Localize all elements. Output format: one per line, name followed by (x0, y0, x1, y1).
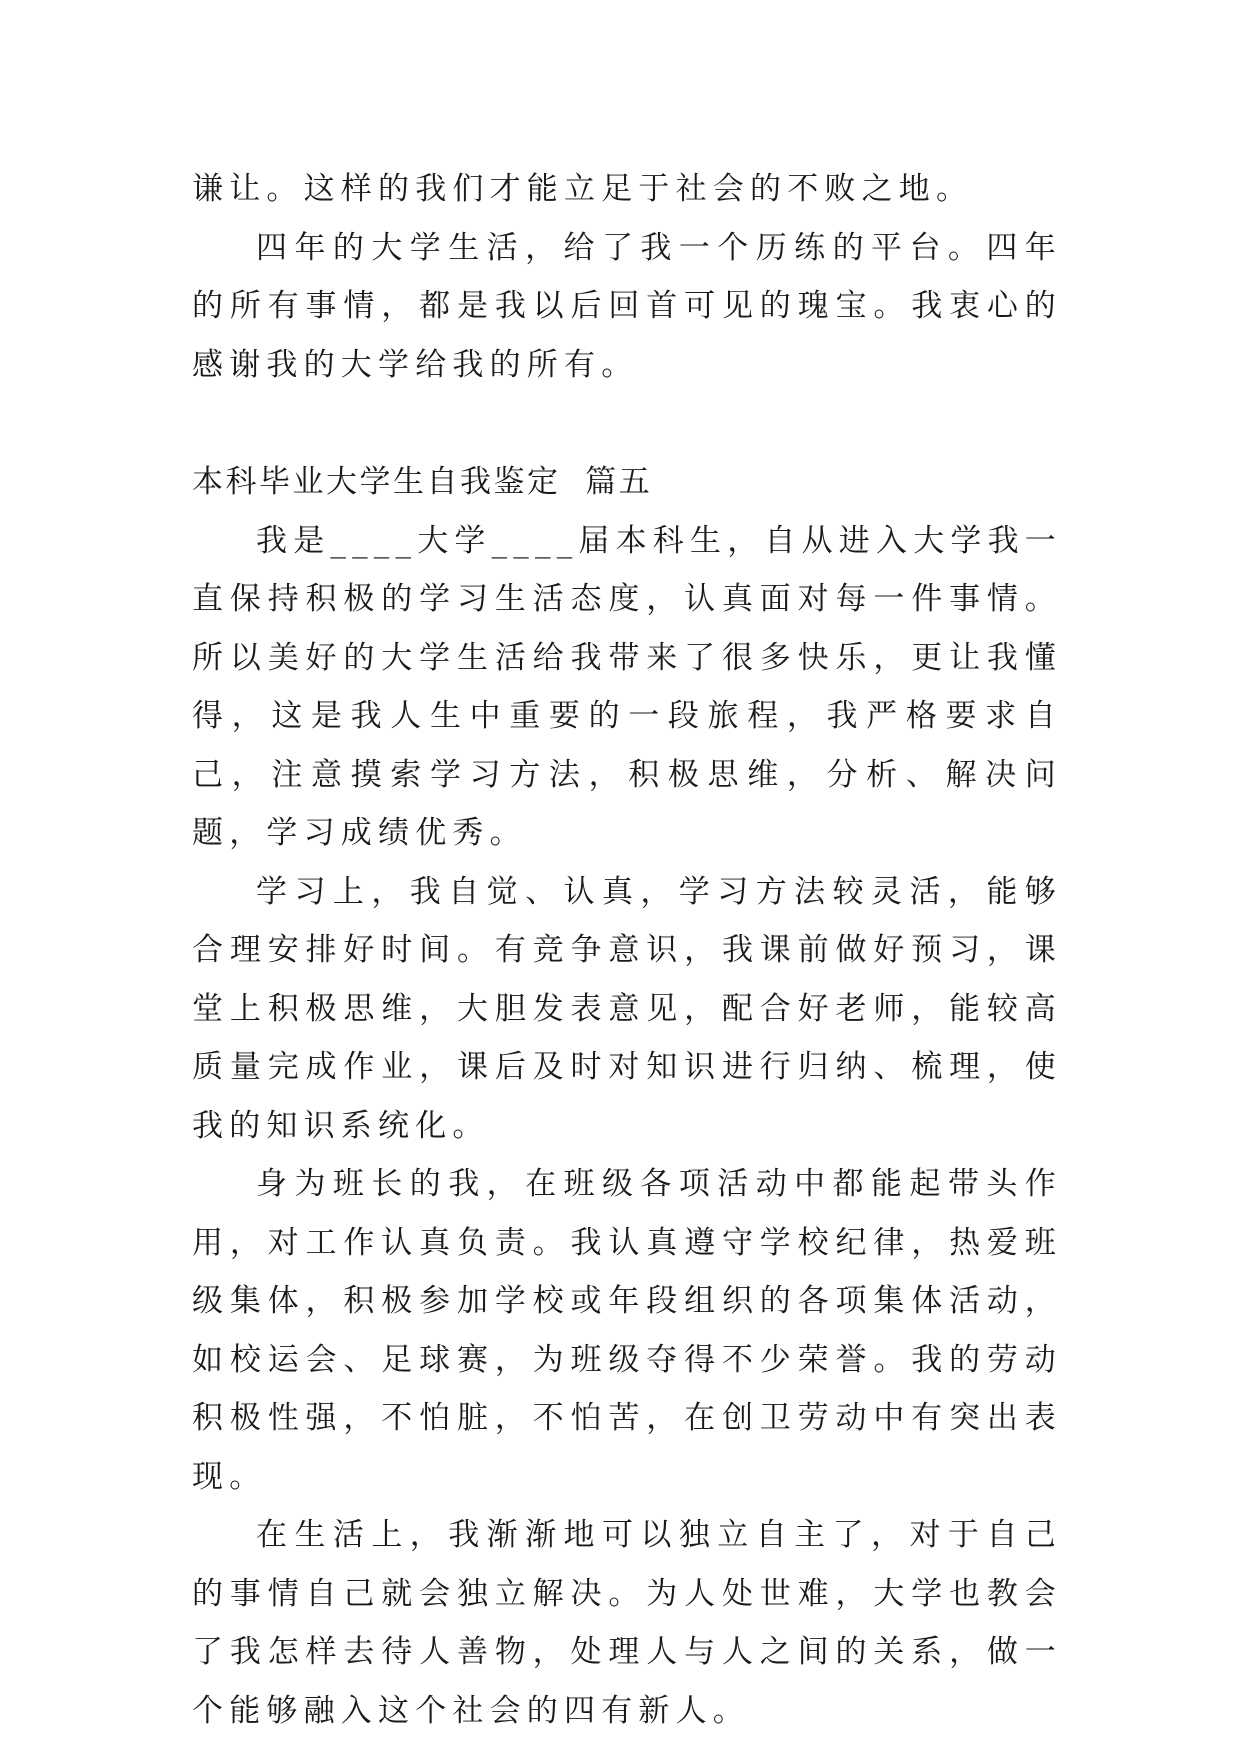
paragraph-life: 在生活上，我渐渐地可以独立自主了，对于自己的事情自己就会独立解决。为人处世难，大学也教会了我怎样去待人善物，处理人与人之间的关系，做一个能够融入这个社会的四有新人。 (192, 1517, 1062, 1729)
paragraph-introduction: 我是____大学____届本科生，自从进入大学我一直保持积极的学习生活态度，认真面对每一件事情。所以美好的大学生活给我带来了很多快乐，更让我懂得，这是我人生中重要的一段旅程，我严格要求自己，注意摸索学习方法，积极思维，分析、解决问题，学习成绩优秀。 (192, 522, 1062, 851)
continued-paragraph: 谦让。这样的我们才能立足于社会的不败之地。 (192, 171, 974, 207)
section-spacer (192, 394, 1062, 453)
section-title: 本科毕业大学生自我鉴定 篇五 (192, 464, 653, 500)
paragraph-class-monitor: 身为班长的我，在班级各项活动中都能起带头作用，对工作认真负责。我认真遵守学校纪律，热爱班级集体，积极参加学校或年段组织的各项集体活动，如校运会、足球赛，为班级夺得不少荣誉。我的劳动积极性强，不怕脏，不怕苦，在创卫劳动中有突出表现。 (192, 1166, 1062, 1495)
paragraph-study: 学习上，我自觉、认真，学习方法较灵活，能够合理安排好时间。有竞争意识，我课前做好预习，课堂上积极思维，大胆发表意见，配合好老师，能较高质量完成作业，课后及时对知识进行归纳、梳理，使我的知识系统化。 (192, 873, 1062, 1144)
document-page (192, 160, 1062, 1740)
paragraph-university-life: 四年的大学生活，给了我一个历练的平台。四年的所有事情，都是我以后回首可见的瑰宝。我衷心的感谢我的大学给我的所有。 (192, 229, 1062, 383)
